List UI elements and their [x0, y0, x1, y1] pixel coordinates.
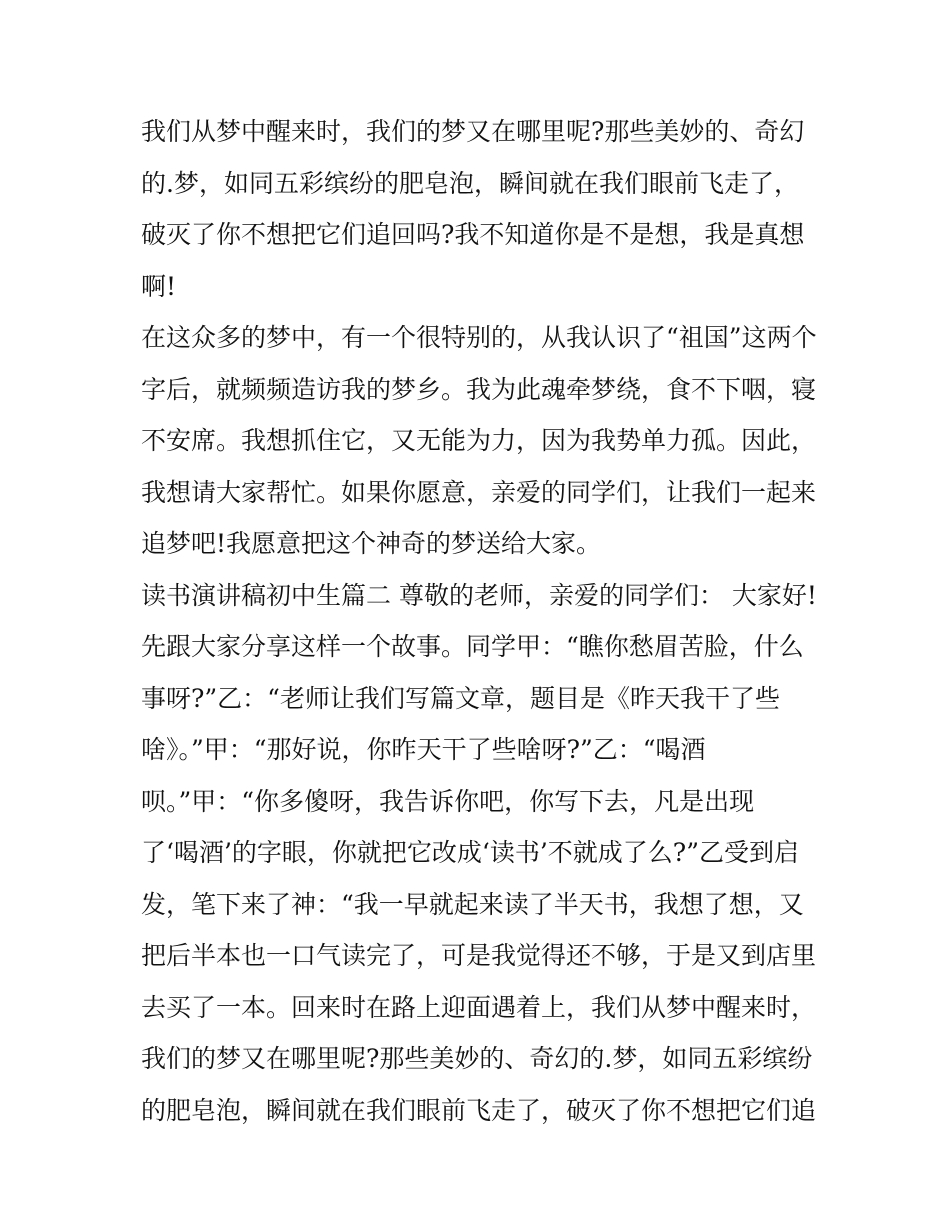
text-line: 在这众多的梦中，有一个很特别的，从我认识了“祖国”这两个 [141, 323, 817, 352]
text-line: 呗。”甲：“你多傻呀，我告诉你吧，你写下去，凡是出现 [141, 786, 755, 816]
body-text [141, 106, 831, 1136]
text-line: 我们的梦又在哪里呢?那些美妙的、奇幻的.梦，如同五彩缤纷 [141, 1044, 813, 1073]
text-line: 啥》。”甲：“那好说，你昨天干了些啥呀?”乙：“喝酒 [141, 735, 706, 764]
text-line: 了‘喝酒’的字眼，你就把它改成‘读书’不就成了么?”乙受到启 [141, 838, 799, 867]
text-line: 事呀?”乙：“老师让我们写篇文章，题目是《昨天我干了些 [141, 683, 780, 713]
text-line: 我们从梦中醒来时，我们的梦又在哪里呢?那些美妙的、奇幻 [141, 117, 805, 146]
text-line: 去买了一本。回来时在路上迎面遇着上，我们从梦中醒来时， [141, 992, 817, 1022]
text-line: 的.梦，如同五彩缤纷的肥皂泡，瞬间就在我们眼前飞走了， [141, 168, 799, 198]
text-line: 把后半本也一口气读完了，可是我觉得还不够，于是又到店里 [141, 941, 817, 970]
text-line: 发，笔下来了神：“我一早就起来读了半天书，我想了想，又 [141, 889, 804, 919]
text-line: 破灭了你不想把它们追回吗?我不知道你是不是想，我是真想 [141, 220, 805, 249]
text-line: 啊! [141, 271, 177, 301]
text-line: 字后，就频频造访我的梦乡。我为此魂牵梦绕，食不下咽，寝 [141, 374, 817, 404]
text-line: 我想请大家帮忙。如果你愿意，亲爱的同学们，让我们一起来 [141, 477, 817, 507]
text-line: 不安席。我想抓住它，又无能为力，因为我势单力孤。因此， [141, 426, 817, 455]
text-line: 追梦吧!我愿意把这个神奇的梦送给大家。 [141, 529, 602, 558]
text-line: 先跟大家分享这样一个故事。同学甲：“瞧你愁眉苦脸，什么 [141, 632, 804, 661]
section-heading-line: 读书演讲稿初中生篇二 尊敬的老师，亲爱的同学们： 大家好! [141, 580, 817, 610]
text-line: 的肥皂泡，瞬间就在我们眼前飞走了，破灭了你不想把它们追 [141, 1095, 817, 1125]
